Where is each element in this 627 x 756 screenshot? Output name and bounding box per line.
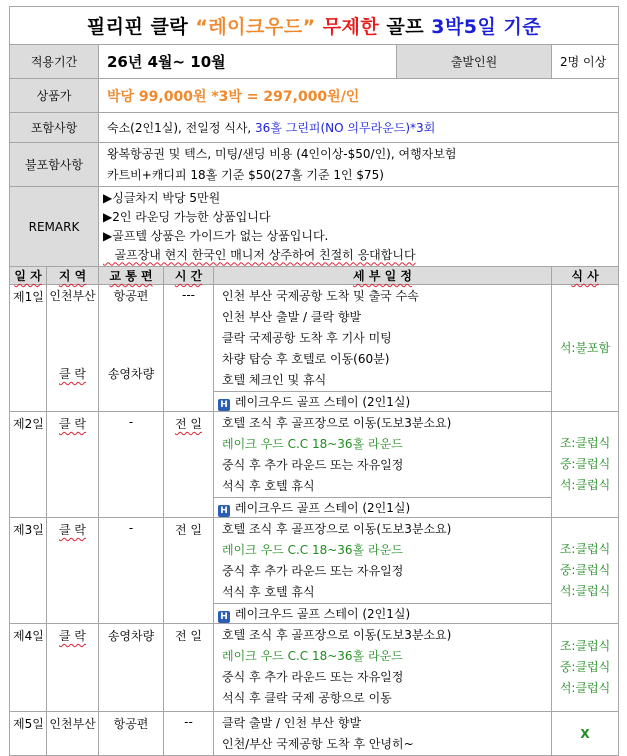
price-value: 박당 99,000원 *3박 = 297,000원/인 <box>99 79 619 113</box>
day-5-meal: X <box>552 712 619 756</box>
header-time <box>164 267 214 285</box>
header-transport <box>99 267 164 285</box>
day-4-row <box>10 624 619 712</box>
day-3-hotel-name: 레이크우드 골프 스테이 (2인1실) <box>235 606 411 621</box>
day-2-item-1: 호텔 조식 후 골프장으로 이동(도보3분소요) <box>222 416 452 430</box>
period-label: 적용기간 <box>10 45 99 79</box>
day-1-item-5: 호텔 체크인 및 휴식 <box>222 373 327 387</box>
included-label: 포함사항 <box>10 113 99 143</box>
day-2-time <box>164 412 214 518</box>
day-2-breakfast: 조:클럽식 <box>559 436 611 450</box>
day-4-time: 전 일 <box>164 624 214 712</box>
itinerary-table <box>9 6 619 756</box>
day-1-item-2: 인천 부산 출발 / 클락 향발 <box>222 310 362 324</box>
day-1-meal: 석:불포함 <box>552 285 619 412</box>
day-3-item-2: 레이크 우드 C.C 18~36홀 라운드 <box>222 543 403 557</box>
day-3-region-text: 클 락 <box>59 523 86 537</box>
day-1-time: --- <box>164 285 214 412</box>
day-2-lunch: 중:클럽식 <box>559 457 611 471</box>
day-3-item-3: 중식 후 추가 라운드 또는 자유일정 <box>222 564 404 578</box>
included-value <box>99 113 619 143</box>
title-location: 필리핀 클락 <box>86 16 196 38</box>
price-label: 상품가 <box>10 79 99 113</box>
day-4-item-1: 호텔 조식 후 골프장으로 이동(도보3분소요) <box>222 628 452 642</box>
itinerary-sheet <box>9 6 618 756</box>
day-1-region-2: 클 락 <box>59 367 86 381</box>
header-region-text: 지 역 <box>58 269 87 283</box>
remark-line-2: ▶2인 라운딩 가능한 상품입니다 <box>103 209 271 224</box>
day-4-dinner: 석:클럽식 <box>559 681 611 695</box>
title-duration: 3박5일 기준 <box>431 16 542 38</box>
day-5-item-1: 클락 출발 / 인천 부산 향발 <box>222 716 362 730</box>
day-1-transport <box>99 285 164 412</box>
day-4-transport: 송영차량 <box>99 624 164 712</box>
day-5-label: 제5일 <box>10 712 47 756</box>
day-2-time-text: 전 일 <box>175 417 202 431</box>
remark-label: REMARK <box>10 187 99 267</box>
people-value: 2명 이상 <box>552 45 619 79</box>
people-label-text: 출발인원 <box>450 55 498 69</box>
hotel-icon: H <box>218 611 230 623</box>
day-3-item-1: 호텔 조식 후 골프장으로 이동(도보3분소요) <box>222 522 452 536</box>
day-1-item-4: 차량 탑승 후 호텔로 이동(60분) <box>222 352 390 366</box>
header-region <box>47 267 99 285</box>
day-1-item-1: 인천 부산 국제공항 도착 및 출국 수속 <box>222 289 419 303</box>
day-2-transport: - <box>99 412 164 518</box>
day-3-breakfast: 조:클럽식 <box>559 542 611 556</box>
hotel-icon: H <box>218 399 230 411</box>
day-3-region <box>47 518 99 624</box>
day-1-label: 제1일 <box>10 285 47 412</box>
day-4-meal <box>552 624 619 712</box>
day-4-lunch: 중:클럽식 <box>559 660 611 674</box>
hotel-icon: H <box>218 505 230 517</box>
day-2-label: 제2일 <box>10 412 47 518</box>
header-meal-text: 식 사 <box>571 269 599 283</box>
day-1-transport-1: 항공편 <box>113 289 149 303</box>
day-5-transport: 항공편 <box>99 712 164 756</box>
day-2-schedule <box>214 412 552 498</box>
day-4-region-text: 클 락 <box>59 629 86 643</box>
day-4-item-3: 중식 후 추가 라운드 또는 자유일정 <box>222 670 404 684</box>
day-1-transport-2: 송영차량 <box>107 367 155 381</box>
excluded-line-1: 왕복항공권 및 텍스, 미팅/샌딩 비용 (4인이상-$50/인), 여행자보험 <box>107 146 457 161</box>
day-1-item-3: 클락 국제공항 도착 후 기사 미팅 <box>222 331 392 345</box>
day-4-region <box>47 624 99 712</box>
header-day <box>10 267 47 285</box>
day-3-dinner: 석:클럽식 <box>559 584 611 598</box>
day-2-hotel-spacer <box>397 498 552 518</box>
day-3-label: 제3일 <box>10 518 47 624</box>
remark-line-3: ▶골프텔 상품은 가이드가 없는 상품입니다. <box>103 228 329 243</box>
day-2-region <box>47 412 99 518</box>
day-1-row <box>10 285 619 392</box>
day-1-hotel-name: 레이크우드 골프 스테이 (2인1실) <box>235 394 411 409</box>
day-3-transport: - <box>99 518 164 624</box>
header-day-text: 일 자 <box>14 269 42 283</box>
day-1-schedule <box>214 285 552 392</box>
header-transport-text: 교 통 편 <box>109 269 153 283</box>
day-2-item-2: 레이크 우드 C.C 18~36홀 라운드 <box>222 437 403 451</box>
day-1-hotel <box>214 392 552 412</box>
title-golf: 골프 <box>379 16 432 38</box>
title-unlimited: 무제한 <box>315 16 380 38</box>
remark-line-4: 골프장내 현지 한국인 매니저 상주하여 친절히 응대합니다 <box>103 247 416 262</box>
title-course: “레이크우드” <box>195 16 316 38</box>
header-time-text: 시 간 <box>174 269 203 283</box>
day-2-item-4: 석식 후 호텔 휴식 <box>222 479 315 493</box>
header-meal <box>552 267 619 285</box>
day-2-meal <box>552 412 619 518</box>
included-text: 숙소(2인1실), 전일정 식사, <box>107 121 256 135</box>
day-3-row <box>10 518 619 604</box>
day-4-item-2: 레이크 우드 C.C 18~36홀 라운드 <box>222 649 403 663</box>
day-2-item-3: 중식 후 추가 라운드 또는 자유일정 <box>222 458 404 472</box>
period-value: 26년 4월~ 10월 <box>99 45 397 79</box>
day-1-region-1: 인천부산 <box>49 289 96 303</box>
day-2-dinner: 석:클럽식 <box>559 478 611 492</box>
remark-value <box>99 187 619 267</box>
day-4-label: 제4일 <box>10 624 47 712</box>
day-2-hotel <box>214 498 411 518</box>
excluded-value <box>99 143 619 187</box>
people-label <box>397 45 552 79</box>
day-5-region: 인천부산 <box>47 712 99 756</box>
day-5-schedule <box>214 712 552 756</box>
day-3-lunch: 중:클럽식 <box>559 563 611 577</box>
day-2-row <box>10 412 619 498</box>
header-detail <box>214 267 552 285</box>
remark-line-1: ▶싱글차지 박당 5만원 <box>103 190 221 205</box>
header-detail-text: 세 부 일 정 <box>353 269 412 283</box>
day-2-hotel-name: 레이크우드 골프 스테이 (2인1실) <box>235 500 411 515</box>
day-4-breakfast: 조:클럽식 <box>559 639 611 653</box>
day-5-item-2: 인천/부산 국제공항 도착 후 안녕히~ <box>222 737 414 751</box>
day-4-schedule <box>214 624 552 712</box>
included-greenfee: 36홀 그린피(NO 의무라운드)*3회 <box>255 121 436 135</box>
day-3-meal <box>552 518 619 624</box>
day-4-item-4: 석식 후 클락 국제 공항으로 이동 <box>222 691 392 705</box>
day-3-item-4: 석식 후 호텔 휴식 <box>222 585 315 599</box>
excluded-label: 불포함사항 <box>10 143 99 187</box>
day-3-time: 전 일 <box>164 518 214 624</box>
day-3-hotel <box>214 604 552 624</box>
day-5-row <box>10 712 619 756</box>
page-title <box>10 7 619 45</box>
schedule-header <box>10 267 619 285</box>
excluded-line-2: 카트비+캐디피 18홀 기준 $50(27홀 기준 1인 $75) <box>107 167 384 182</box>
day-1-region <box>47 285 99 412</box>
day-2-region-text: 클 락 <box>59 417 86 431</box>
day-5-time: -- <box>164 712 214 756</box>
day-3-schedule <box>214 518 552 604</box>
